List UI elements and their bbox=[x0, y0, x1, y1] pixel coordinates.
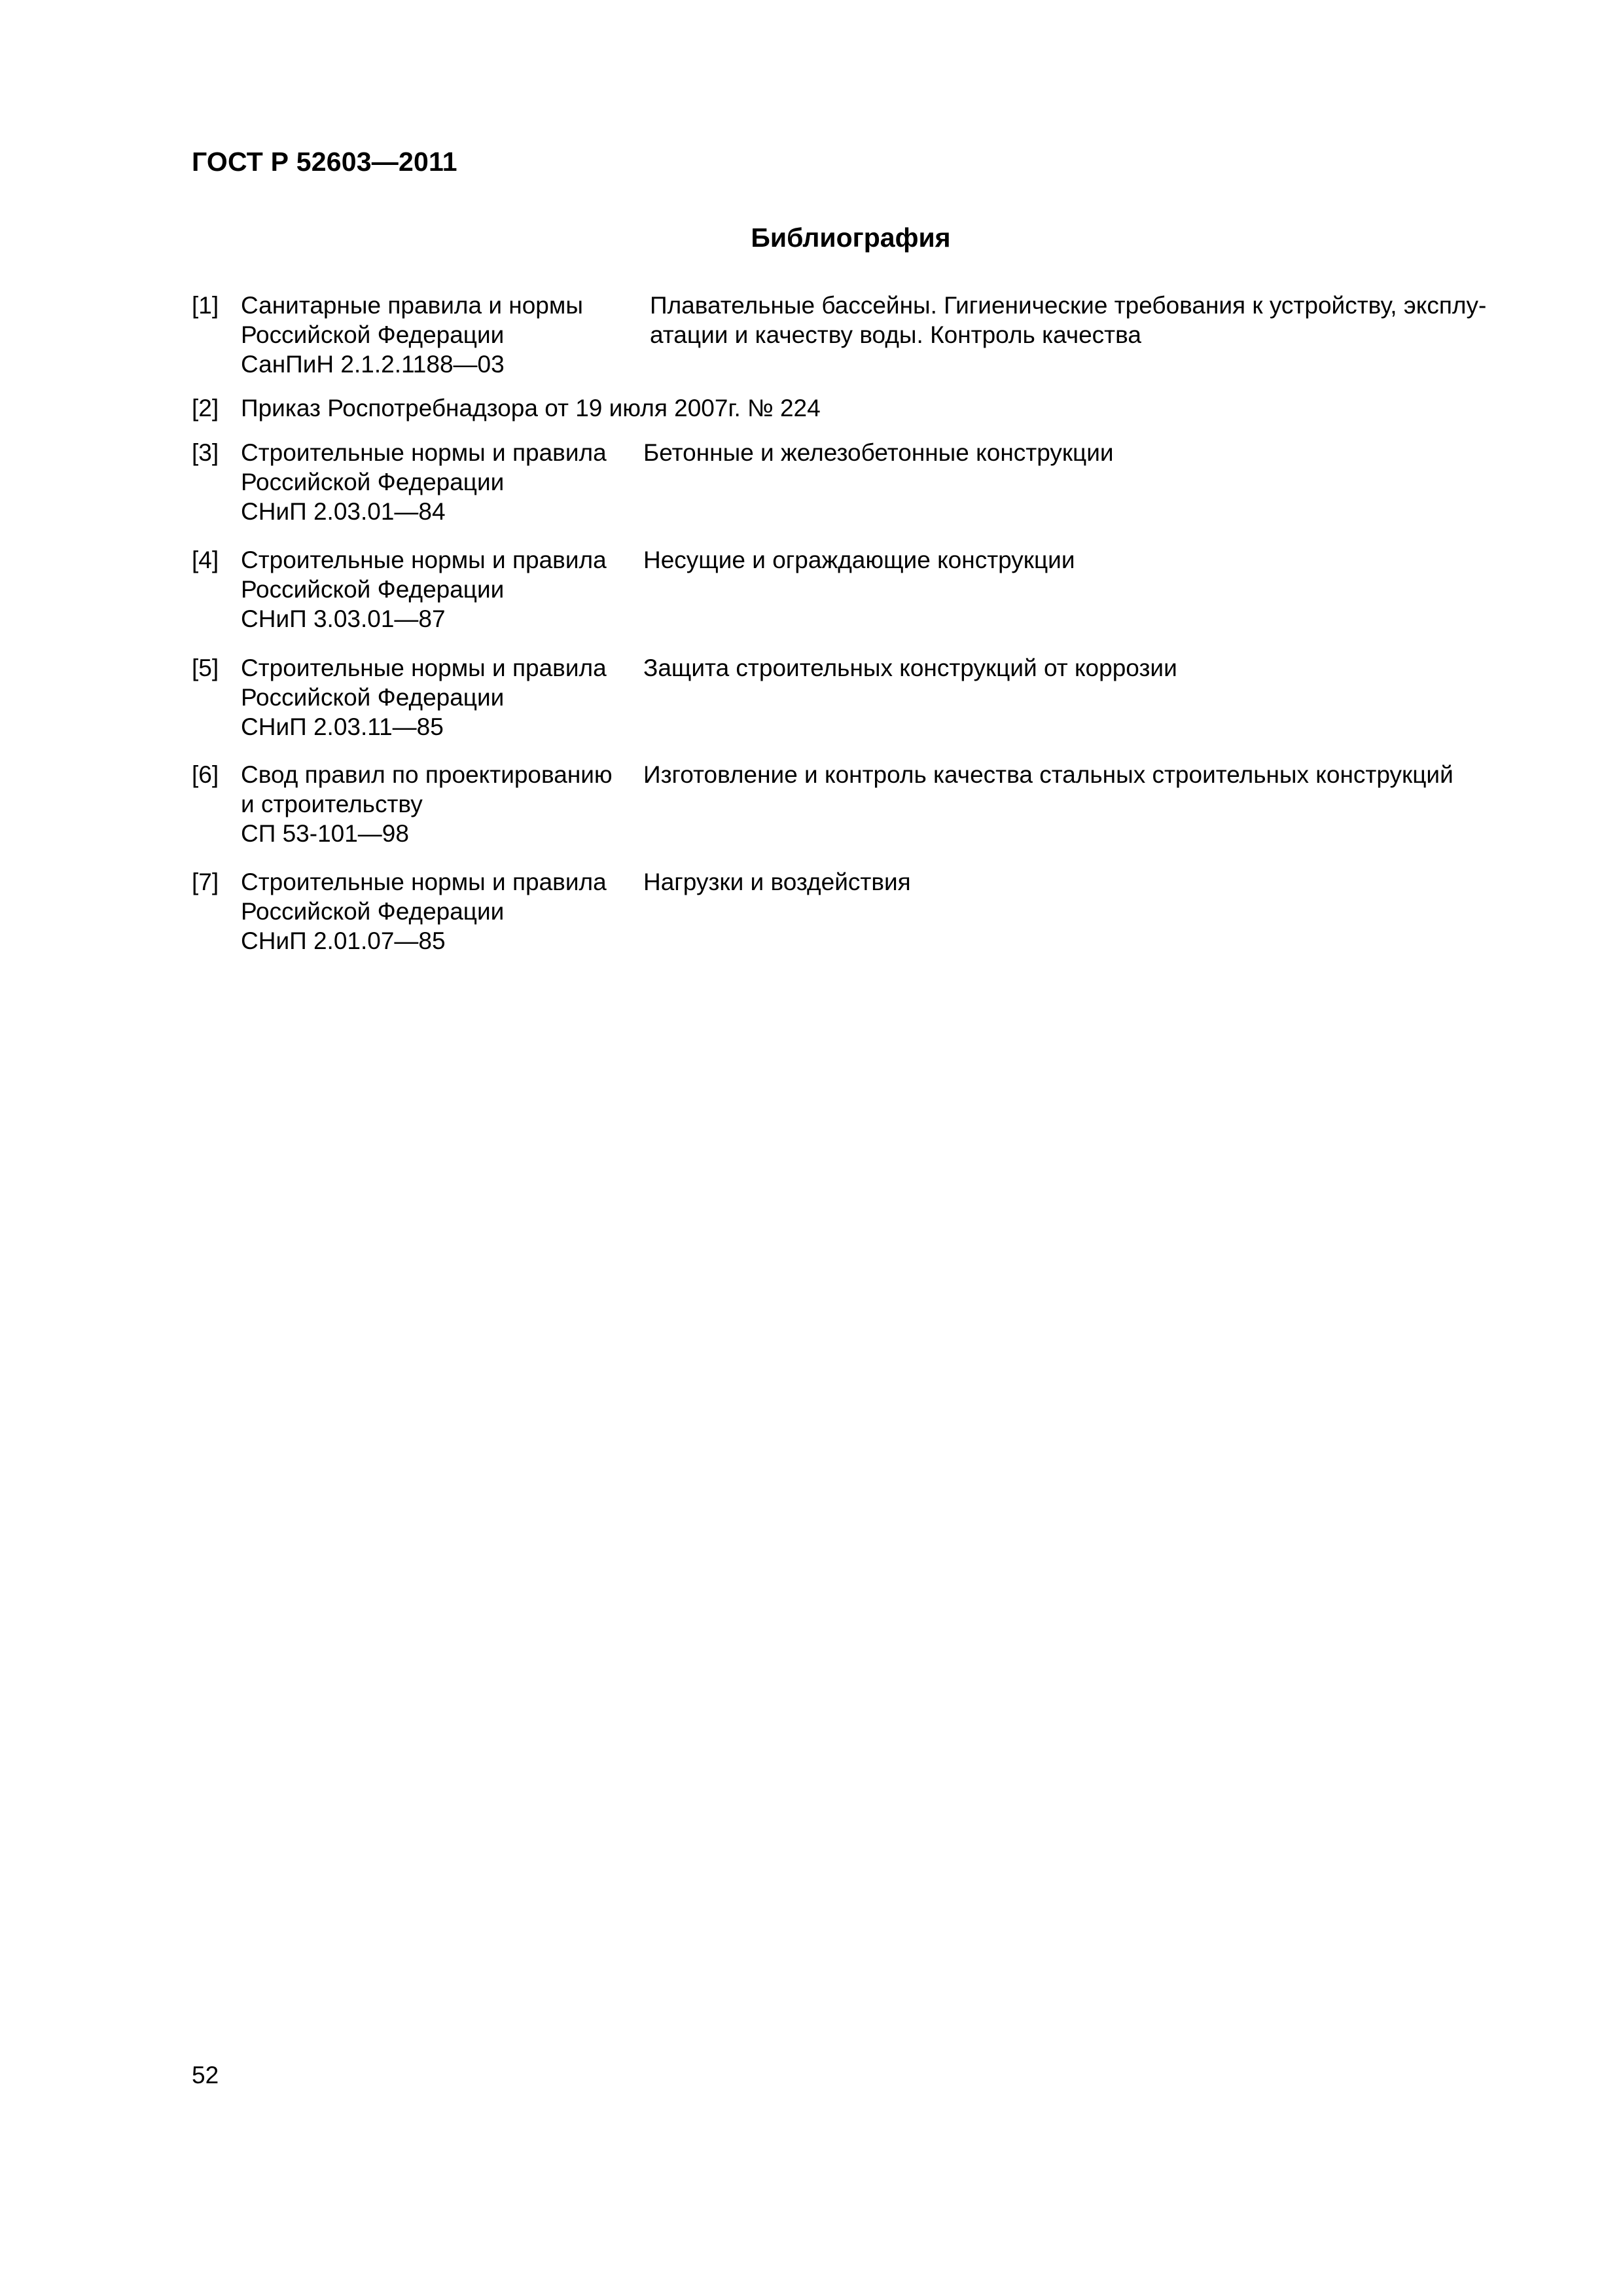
entry-source-line: Российской Федерации bbox=[241, 576, 505, 603]
entry-source-line: Санитарные правила и нормы bbox=[241, 292, 583, 319]
entry-source-line: СНиП 3.03.01—87 bbox=[241, 605, 446, 632]
entry-source bbox=[241, 438, 647, 526]
entry-description bbox=[643, 545, 1527, 575]
entry-source-line: СНиП 2.03.01—84 bbox=[241, 498, 446, 525]
entry-number: [3] bbox=[192, 439, 219, 466]
entry-source bbox=[241, 867, 647, 956]
document-header: ГОСТ Р 52603—2011 bbox=[192, 147, 457, 177]
entry-number: [7] bbox=[192, 869, 219, 895]
entry-source-line: Строительные нормы и правила bbox=[241, 869, 607, 895]
entry-source bbox=[241, 291, 647, 379]
entry-text: Приказ Роспотребнадзора от 19 июля 2007г. № 224 bbox=[241, 395, 821, 422]
entry-source bbox=[241, 653, 647, 742]
entry-number: [2] bbox=[192, 395, 219, 422]
entry-number: [1] bbox=[192, 292, 219, 319]
entry-number: [5] bbox=[192, 655, 219, 681]
entry-source-line: Российской Федерации bbox=[241, 898, 505, 925]
entry-source-line: СНиП 2.03.11—85 bbox=[241, 713, 444, 740]
entry-source-line: Российской Федерации bbox=[241, 684, 505, 711]
entry-description-line: Несущие и ограждающие конструкции bbox=[643, 547, 1075, 573]
entry-source-line: СанПиН 2.1.2.1188—03 bbox=[241, 351, 505, 378]
entry-source-line: Строительные нормы и правила bbox=[241, 547, 607, 573]
entry-description-line: Нагрузки и воздействия bbox=[643, 869, 911, 895]
entry-number: [4] bbox=[192, 547, 219, 573]
entry-source-line: и строительству bbox=[241, 791, 423, 817]
entry-description-line: Защита строительных конструкций от коррозии bbox=[643, 655, 1177, 681]
page-number: 52 bbox=[192, 2062, 219, 2089]
entry-number: [6] bbox=[192, 761, 219, 788]
entry-description bbox=[643, 760, 1527, 789]
entry-source bbox=[241, 545, 647, 634]
entry-description bbox=[643, 867, 1527, 897]
entry-description bbox=[643, 653, 1527, 683]
entry-source-line: Строительные нормы и правила bbox=[241, 655, 607, 681]
entry-source-line: Свод правил по проектированию bbox=[241, 761, 613, 788]
entry-source-line: СНиП 2.01.07—85 bbox=[241, 927, 446, 954]
entry-description-line: Плавательные бассейны. Гигиенические требования к устройству, эксплу- bbox=[650, 292, 1487, 319]
entry-description-line: Изготовление и контроль качества стальных строительных конструкций bbox=[643, 761, 1454, 788]
entry-source-line: Российской Федерации bbox=[241, 469, 505, 495]
page-title: Библиография bbox=[751, 223, 951, 253]
entry-description-line: Бетонные и железобетонные конструкции bbox=[643, 439, 1114, 466]
entry-description-line: атации и качеству воды. Контроль качества bbox=[650, 321, 1141, 348]
entry-source-line: СП 53-101—98 bbox=[241, 820, 409, 847]
entry-source-line: Строительные нормы и правила bbox=[241, 439, 607, 466]
entry-source bbox=[241, 760, 647, 848]
entry-description bbox=[643, 438, 1527, 467]
entry-description bbox=[650, 291, 1533, 350]
entry-source-line: Российской Федерации bbox=[241, 321, 505, 348]
